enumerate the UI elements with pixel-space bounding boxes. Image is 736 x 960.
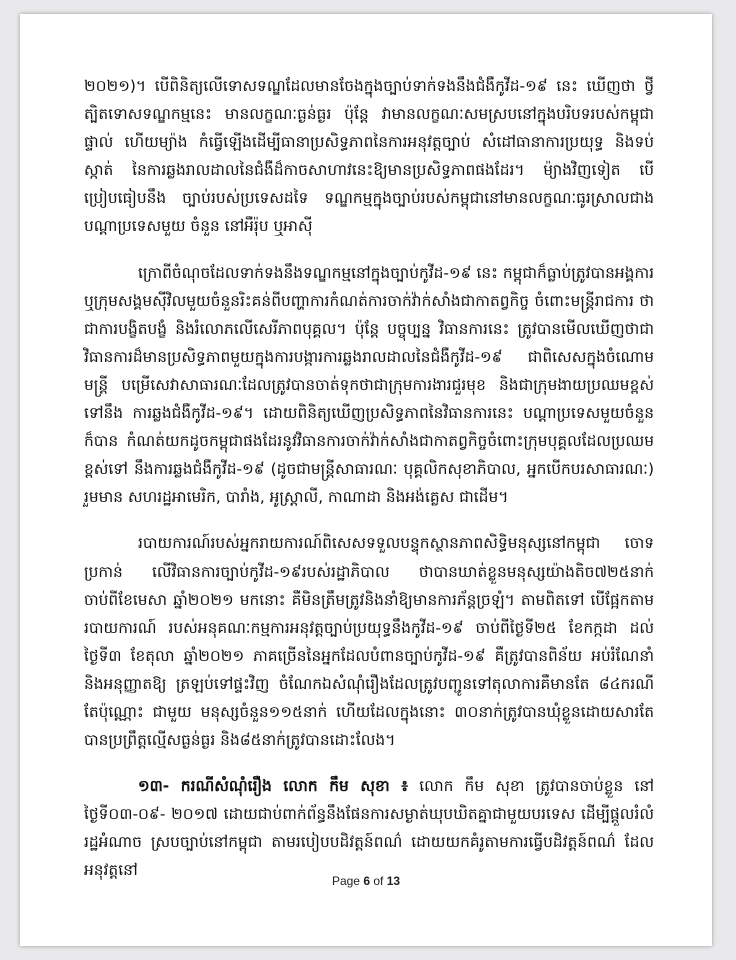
paragraph-2: ក្រោពីចំណុចដែលទាក់ទងនឹងទណ្ឌកម្មនៅក្នុងច្បាប់កូវីដ-១៩ នេះ កម្ពុជាក៏ធ្លាប់ត្រូវបានអង្គការ ឬក្រុមសង្គមស៊ីវិលមួយចំនួនរិះគន់ពីបញ្ហាការកំណត់ការចាក់វ៉ាក់សាំងជាកាតព្វកិច្ច ចំពោះមន្ត្រីរាជការ ថាជាការបង្ខិតបង្ខំ និងរំលោភលើសេរីភាពបុគ្គល។ ប៉ុន្តែ បច្ចុប្បន្ន វិធានការនេះ ត្រូវបានមើលឃើញថាជា វិធានការដ៏មានប្រសិទ្ធភាពមួយក្នុងការបង្ការការឆ្លងរាលដាលនៃជំងឺកូវីដ-១៩ ជាពិសេសក្នុងចំណោមមន្ត្រី បម្រើសេវាសាធារណៈដែលត្រូវបានចាត់ទុកថាជាក្រុមការងារជួរមុខ និងជាក្រុមងាយប្រឈមខ្ពស់ទៅនឹង ការឆ្លងជំងឺកូវីដ-១៩។ ដោយពិនិត្យឃើញប្រសិទ្ធភាពនៃវិធានការនេះ បណ្តាប្រទេសមួយចំនួនក៏បាន កំណត់យកដូចកម្ពុជាផងដែរនូវវិធានការចាក់វ៉ាក់សាំងជាកាតព្វកិច្ចចំពោះក្រុមបុគ្គលដែលប្រឈមខ្ពស់ទៅ នឹងការឆ្លងជំងឺកូវីដ-១៩ (ដូចជាមន្ត្រីសាធារណៈ បុគ្គលិកសុខាភិបាល, អ្នកបើកបរសាធារណៈ) រួមមាន សហរដ្ឋអាមេរិក, បារាំង, អូស្ត្រាលី, កាណាដា និងអង់គ្លេស ជាដើម។ (84, 263, 654, 507)
footer-middle: of (370, 874, 387, 888)
paragraph-3: របាយការណ៍របស់អ្នករាយការណ៍ពិសេសទទួលបន្ទុកស្ថានភាពសិទ្ធិមនុស្សនៅកម្ពុជា ចោទប្រកាន់ លើវិធានការច្បាប់កូវីដ-១៩របស់រដ្ឋាភិបាល ថាបានឃាត់ខ្លួនមនុស្សយ៉ាងតិច៧២៥នាក់ ចាប់ពីខែមេសា ឆ្នាំ២០២១ មកនោះ គឺមិនត្រឹមត្រូវនិងនាំឱ្យមានការភ័ន្តច្រឡំ។ តាមពិតទៅ បើផ្អែកតាមរបាយការណ៍ របស់អនុគណៈកម្មការអនុវត្តច្បាប់ប្រយុទ្ធនឹងកូវីដ-១៩ ចាប់ពីថ្ងៃទី២៥ ខែកក្កដា ដល់ថ្ងៃទី៣ ខែតុលា ឆ្នាំ២០២១ ភាគច្រើននៃអ្នកដែលបំពានច្បាប់កូវីដ-១៩ គឺត្រូវបានពិន័យ អប់រំណែនាំ និងអនុញ្ញាតឱ្យ ត្រឡប់ទៅផ្ទះវិញ ចំណែកឯសំណុំរឿងដែលត្រូវបញ្ជូនទៅតុលាការគឺមានតែ ៨៤ករណី តែប៉ុណ្ណោះ ជាមួយ មនុស្សចំនួន១១៥នាក់ ហើយដែលក្នុងនោះ ៣០នាក់ត្រូវបានឃុំខ្លួនដោយសារតែបានប្រព្រឹត្តល្មើសធ្ងន់ធ្ងរ និង៨៥នាក់ត្រូវបានដោះលែង។ (84, 534, 654, 750)
page-body (84, 72, 654, 885)
page-number-current: 6 (363, 874, 370, 888)
footer-prefix: Page (331, 874, 364, 888)
paragraph-1: ២០២១)។ បើពិនិត្យលើទោសទណ្ឌដែលមានចែងក្នុងច្បាប់ទាក់ទងនឹងជំងឺកូវីដ-១៩ នេះ ឃើញថា ថ្វីត្បិតទោសទណ្ឌកម្មនេះ មានលក្ខណៈធ្ងន់ធ្ងរ ប៉ុន្តែ វាមានលក្ខណៈសមស្របនៅក្នុងបរិបទរបស់កម្ពុជាផ្ទាល់ ហើយម្យ៉ាង កំធ្វើឡើងដើម្បីធានាប្រសិទ្ធភាពនៃការអនុវត្តច្បាប់ សំដៅធានាការប្រយុទ្ធ និងទប់ស្កាត់ នៃការឆ្លងរាលដាលនៃជំងឺដ៏កាចសាហាវនេះឱ្យមានប្រសិទ្ធភាពផងដែរ។ ម៉្យាងវិញទៀត បើប្រៀបធៀបនឹង ច្បាប់របស់ប្រទេសដទៃ ទណ្ឌកម្មក្នុងច្បាប់របស់កម្ពុជានៅមានលក្ខណៈធូរស្រាលជាងបណ្តាប្រទេសមួយ ចំនួន នៅអឺរ៉ុប ឬអាស៊ី (84, 77, 654, 236)
section-heading: ១៣- ករណីសំណុំរឿង លោក កឹម សុខា ៖ (138, 777, 409, 796)
page-number-total: 13 (386, 874, 401, 888)
section-13 (84, 772, 654, 884)
section-body: លោក កឹម សុខា ត្រូវបានចាប់ខ្លួន នៅថ្ងៃទី០៣-០៩- ២០១៧ ដោយជាប់ពាក់ព័ន្ធនឹងផែនការសម្ងាត់ឃុបឃិតគ្នាជាមួយបរទេស ដើម្បីផ្តួលរំលំរដ្ឋអំណាច ស្របច្បាប់នៅកម្ពុជា តាមរបៀបបដិវត្តន៍ពណ៌ ដោយយកគំរូតាមការធ្វើបដិវត្តន៍ពណ៌ ដែលអនុវត្តនៅ (84, 777, 654, 880)
document-page (20, 14, 712, 946)
page-footer (20, 874, 712, 888)
